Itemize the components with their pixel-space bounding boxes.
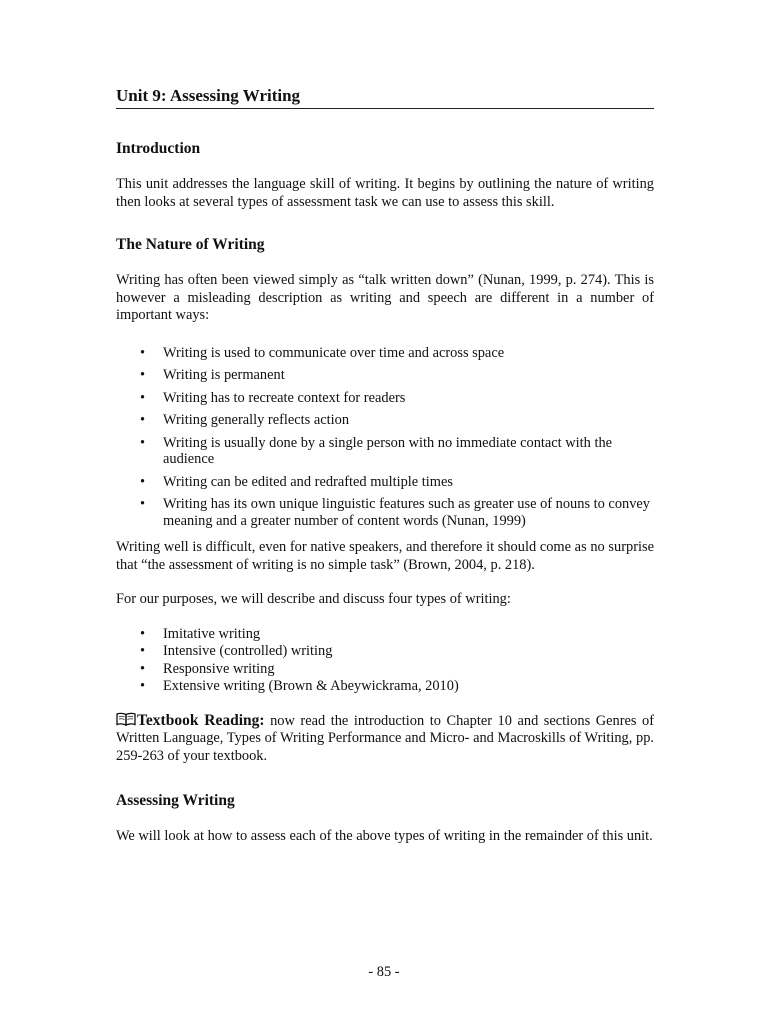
list-item: • Writing is usually done by a single person with no immediate contact with the audience — [140, 434, 613, 467]
introduction-section — [116, 139, 654, 211]
bullet-icon: • — [140, 344, 146, 361]
bullet-icon: • — [140, 625, 146, 642]
bullet-icon: • — [140, 412, 146, 428]
nature-of-writing-section — [116, 235, 654, 695]
list-item: • Writing can be edited and redrafted multiple times — [140, 473, 453, 490]
purposes-paragraph: For our purposes, we will describe and discuss four types of writing: — [116, 591, 511, 607]
list-item: • Writing generally reflects action — [140, 412, 350, 428]
introduction-heading: Introduction — [116, 140, 201, 157]
list-item: • Writing has its own unique linguistic features such as greater use of nouns to convey meaning and a greater number of content words (Nunan, 1999) — [140, 496, 650, 529]
document-page — [116, 85, 654, 846]
list-item: • Extensive writing (Brown & Abeywickrama, 2010) — [140, 678, 459, 694]
assessing-writing-section — [116, 791, 654, 846]
assessing-writing-heading: Assessing Writing — [116, 792, 235, 809]
bullet-icon: • — [140, 496, 146, 512]
textbook-reading-section — [116, 712, 654, 766]
writing-types-list — [116, 626, 654, 695]
unit-title: Unit 9: Assessing Writing — [116, 85, 654, 109]
bullet-icon: • — [140, 473, 146, 490]
list-item: • Writing is used to communicate over time and across space — [140, 344, 505, 361]
bullet-icon: • — [140, 367, 146, 383]
list-item: • Writing has to recreate context for readers — [140, 389, 406, 406]
differences-list — [116, 345, 654, 530]
book-icon — [116, 712, 136, 726]
assessing-writing-paragraph: We will look at how to assess each of the above types of writing in the remainder of this unit. — [116, 828, 653, 844]
list-item: • Responsive writing — [140, 660, 275, 677]
list-item: • Intensive (controlled) writing — [140, 643, 333, 659]
bullet-icon: • — [140, 660, 146, 677]
bullet-icon: • — [140, 434, 146, 451]
difficulty-paragraph: Writing well is difficult, even for native speakers, and therefore it should come as no surprise that “the assessment of writing is no simple task” (Brown, 2004, p. 218). — [116, 539, 654, 573]
bullet-icon: • — [140, 678, 146, 694]
nature-of-writing-heading: The Nature of Writing — [116, 236, 265, 253]
list-item: • Imitative writing — [140, 625, 261, 642]
textbook-reading-label: Textbook Reading: — [137, 711, 265, 729]
textbook-reading-paragraph — [116, 712, 654, 766]
introduction-paragraph: This unit addresses the language skill of writing. It begins by outlining the nature of writing then looks at several types of assessment task we can use to assess this skill. — [116, 176, 654, 210]
bullet-icon: • — [140, 389, 146, 406]
nature-of-writing-paragraph: Writing has often been viewed simply as “talk written down” (Nunan, 1999, p. 274). This is however a misleading description as writing and speech are different in a number of important ways: — [116, 272, 654, 323]
list-item: • Writing is permanent — [140, 367, 285, 383]
textbook-reading-text: now read the introduction to Chapter 10 and sections Genres of Written Language, Types of Writing Performance and Micro- and Macroskills of Writing, pp. 259-263 of your textbook. — [116, 712, 654, 764]
bullet-icon: • — [140, 643, 146, 659]
page-number: - 85 - — [368, 964, 400, 980]
